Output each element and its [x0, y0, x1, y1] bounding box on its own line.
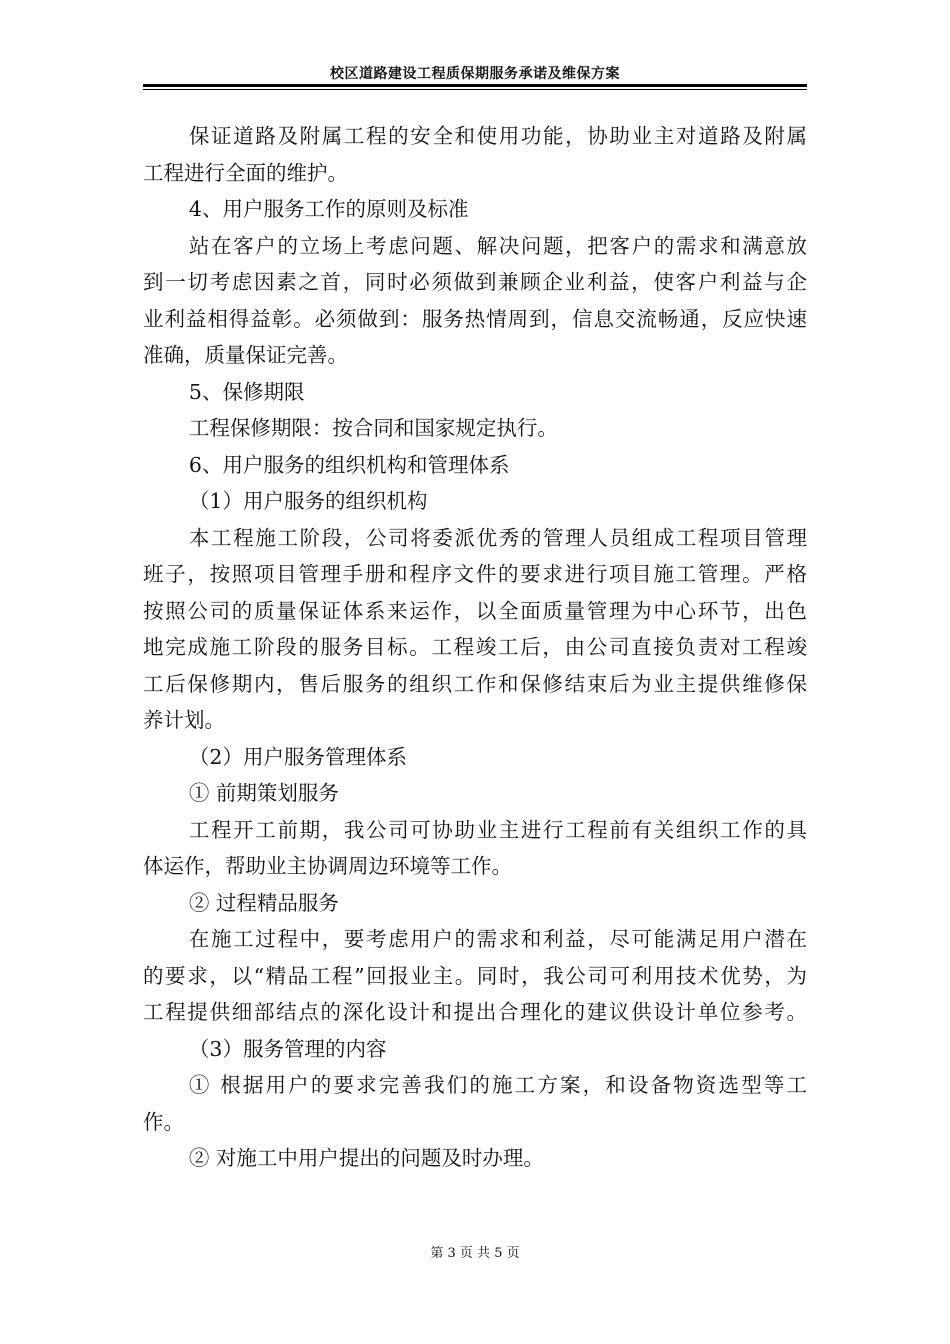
- text-line: 5、保修期限: [188, 379, 305, 404]
- text-line: 养计划。: [143, 708, 225, 732]
- page-footer: 第 3 页 共 5 页: [430, 1246, 520, 1261]
- text-line: 体运作，帮助业主协调周边环境等工作。: [143, 854, 512, 878]
- text-line: ① 前期策划服务: [188, 781, 339, 805]
- text-line: 到一切考虑因素之首，同时必须做到兼顾企业利益，使客户利益与企: [143, 270, 807, 294]
- text-line: 工后保修期内，售后服务的组织工作和保修结束后为业主提供维修保: [143, 671, 807, 696]
- text-line: 6、用户服务的组织机构和管理体系: [188, 452, 510, 477]
- text-line: ① 根据用户的要求完善我们的施工方案，和设备物资选型等工: [188, 1073, 807, 1097]
- text-line: 在施工过程中，要考虑用户的需求和利益，尽可能满足用户潜在: [188, 927, 807, 951]
- text-line: 班子，按照项目管理手册和程序文件的要求进行项目施工管理。严格: [143, 562, 807, 586]
- text-line: 按照公司的质量保证体系来运作，以全面质量管理为中心环节，出色: [143, 598, 807, 623]
- text-line: 业利益相得益彰。必须做到：服务热情周到，信息交流畅通，反应快速: [143, 306, 807, 331]
- document-body: [143, 118, 807, 1177]
- text-line: 本工程施工阶段，公司将委派优秀的管理人员组成工程项目管理: [188, 525, 807, 550]
- text-line: 的要求，以“精品工程”回报业主。同时，我公司可利用技术优势，为: [143, 963, 807, 988]
- text-line: 4、用户服务工作的原则及标准: [188, 197, 469, 221]
- text-line: ② 对施工中用户提出的问题及时办理。: [188, 1146, 544, 1170]
- text-line: 工程保修期限：按合同和国家规定执行。: [188, 416, 558, 440]
- text-line: 工程提供细部结点的深化设计和提出合理化的建议供设计单位参考。: [143, 1000, 807, 1024]
- text-line: 作。: [143, 1109, 184, 1134]
- text-line: 准确，质量保证完善。: [143, 343, 348, 367]
- text-line: （3）服务管理的内容: [188, 1036, 387, 1061]
- text-line: （2）用户服务管理体系: [188, 744, 407, 769]
- text-line: 保证道路及附属工程的安全和使用功能，协助业主对道路及附属: [188, 124, 807, 148]
- header-rule-thick: [143, 84, 807, 87]
- text-line: 工程开工前期，我公司可协助业主进行工程前有关组织工作的具: [188, 817, 807, 842]
- header-rule-thin: [143, 89, 807, 90]
- page-header-title: 校区道路建设工程质保期服务承诺及维保方案: [330, 66, 620, 82]
- text-line: 工程进行全面的维护。: [143, 160, 348, 185]
- text-line: （1）用户服务的组织机构: [188, 489, 428, 513]
- text-line: 站在客户的立场上考虑问题、解决问题，把客户的需求和满意放: [188, 233, 807, 258]
- text-line: ② 过程精品服务: [188, 890, 339, 915]
- text-line: 地完成施工阶段的服务目标。工程竣工后，由公司直接负责对工程竣: [143, 635, 807, 659]
